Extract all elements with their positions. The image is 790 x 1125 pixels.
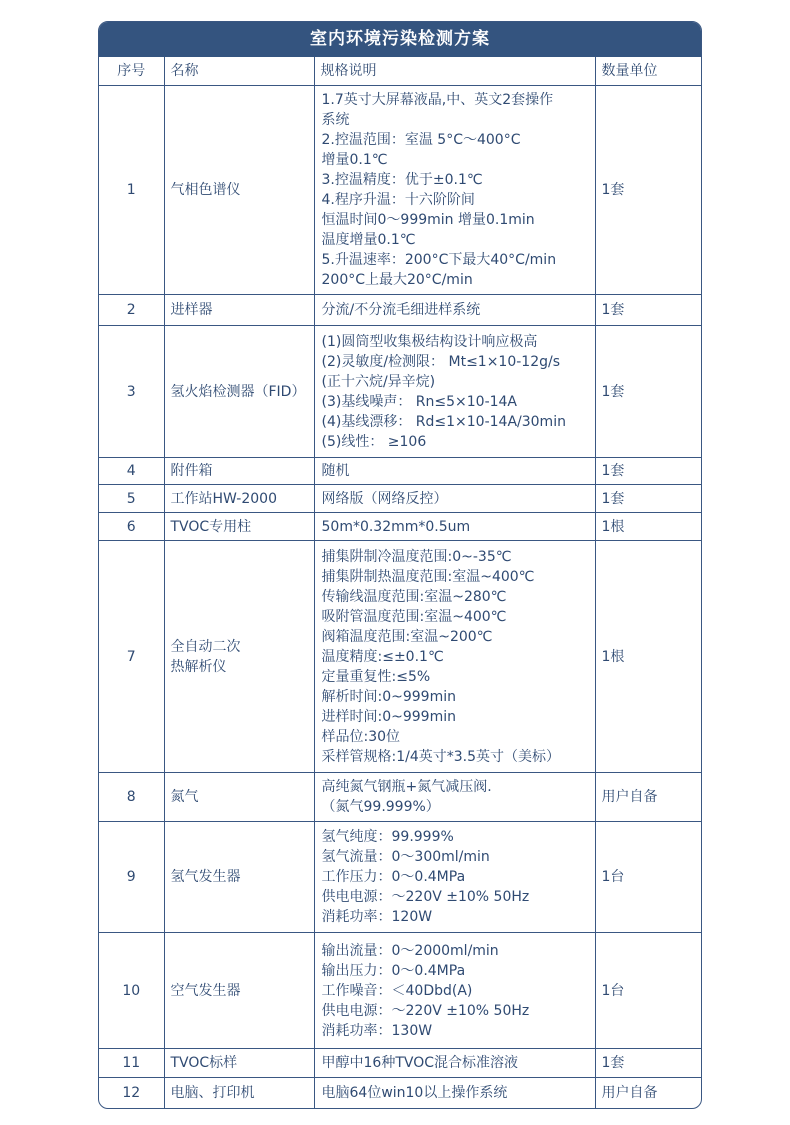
spec-line: 解析时间:0~999min — [321, 688, 456, 705]
item-quantity: 1套 — [595, 326, 702, 458]
item-name — [164, 513, 314, 541]
spec-line: 工作噪音：＜40Dbd(A) — [321, 982, 473, 999]
item-name-line: 热解析仪 — [170, 658, 227, 675]
item-spec — [314, 326, 595, 458]
spec-line: 供电电源：～220V ±10% 50Hz — [321, 889, 530, 905]
row-number: 2 — [99, 295, 164, 326]
item-quantity: 1套 — [595, 1049, 702, 1078]
item-name-line: 进样器 — [170, 302, 213, 318]
table-row — [99, 485, 702, 513]
spec-line: 4.程序升温：十六阶阶间 — [321, 192, 475, 208]
spec-line: 供电电源：～220V ±10% 50Hz — [321, 1002, 530, 1019]
item-quantity: 用户自备 — [595, 1078, 702, 1108]
row-number: 3 — [99, 326, 164, 458]
item-name-line: TVOC专用柱 — [170, 518, 252, 535]
spec-line: 阀箱温度范围:室温~200℃ — [321, 628, 493, 645]
header-spec: 规格说明 — [314, 57, 595, 86]
item-name — [164, 1078, 314, 1108]
item-name-line: 附件箱 — [170, 463, 213, 479]
row-number: 1 — [99, 86, 164, 295]
item-spec — [314, 485, 595, 513]
item-spec — [314, 822, 595, 933]
item-name — [164, 86, 314, 295]
item-name — [164, 822, 314, 933]
spec-line: 捕集阱制热温度范围:室温~400℃ — [321, 568, 535, 585]
spec-line: (3)基线噪声： Rn≤5×10-14A — [321, 393, 518, 410]
spec-line: 进样时间:0~999min — [321, 708, 456, 725]
spec-line: (2)灵敏度/检测限： Mt≤1×10-12g/s — [321, 353, 561, 370]
header-name: 名称 — [164, 57, 314, 86]
item-name — [164, 295, 314, 326]
spec-line: (5)线性： ≥106 — [321, 433, 427, 450]
spec-line: 输出流量：0～2000ml/min — [321, 942, 499, 959]
spec-line: 消耗功率：130W — [321, 1022, 433, 1039]
table-row — [99, 541, 702, 773]
spec-line: 高纯氮气钢瓶+氮气减压阀. — [321, 779, 492, 795]
table-body — [99, 86, 702, 1108]
spec-line: 吸附管温度范围:室温~400℃ — [321, 608, 507, 625]
spec-line: 网络版（网络反控） — [321, 490, 448, 507]
item-quantity: 1台 — [595, 822, 702, 933]
spec-line: 电脑64位win10以上操作系统 — [321, 1084, 508, 1101]
item-name-line: 空气发生器 — [170, 982, 241, 999]
item-spec — [314, 86, 595, 295]
item-quantity: 1套 — [595, 295, 702, 326]
table-row — [99, 773, 702, 822]
spec-line: 氢气流量：0～300ml/min — [321, 849, 490, 865]
spec-line: 系统 — [321, 112, 350, 128]
row-number: 11 — [99, 1049, 164, 1078]
item-quantity: 1套 — [595, 86, 702, 295]
spec-line: 定量重复性:≤5% — [321, 668, 431, 685]
item-quantity: 1根 — [595, 513, 702, 541]
spec-line: 3.控温精度：优于±0.1℃ — [321, 172, 483, 188]
spec-line: (正十六烷/异辛烷) — [321, 373, 436, 390]
row-number: 9 — [99, 822, 164, 933]
spec-line: 200°C上最大20°C/min — [321, 272, 473, 288]
table-row — [99, 933, 702, 1049]
item-spec — [314, 541, 595, 773]
item-name-line: 氮气 — [170, 789, 199, 805]
table-row — [99, 513, 702, 541]
item-spec — [314, 1078, 595, 1108]
header-qty: 数量单位 — [595, 57, 702, 86]
spec-line: 增量0.1℃ — [321, 152, 388, 168]
item-name-line: 氢气发生器 — [170, 869, 241, 885]
table-row — [99, 295, 702, 326]
item-name — [164, 485, 314, 513]
item-quantity: 用户自备 — [595, 773, 702, 822]
spec-line: (4)基线漂移： Rd≤1×10-14A/30min — [321, 413, 566, 430]
item-spec — [314, 933, 595, 1049]
spec-line: 甲醇中16种TVOC混合标准溶液 — [321, 1055, 518, 1071]
table-row — [99, 822, 702, 933]
item-name — [164, 773, 314, 822]
spec-line: 传输线温度范围:室温~280℃ — [321, 588, 507, 605]
spec-line: 捕集阱制冷温度范围:0~-35℃ — [321, 548, 512, 565]
spec-line: 2.控温范围：室温 5°C～400°C — [321, 132, 521, 148]
item-name-line: 氢火焰检测器（FID） — [170, 383, 306, 400]
row-number: 8 — [99, 773, 164, 822]
item-name-line: 工作站HW-2000 — [170, 490, 277, 507]
item-spec — [314, 295, 595, 326]
spec-line: 50m*0.32mm*0.5um — [321, 518, 471, 535]
item-spec — [314, 458, 595, 485]
spec-line: 随机 — [321, 463, 350, 479]
spec-line: 消耗功率：120W — [321, 909, 433, 925]
spec-line: 温度增量0.1℃ — [321, 232, 416, 248]
plan-table-card — [98, 21, 702, 1109]
spec-line: 采样管规格:1/4英寸*3.5英寸（美标） — [321, 748, 561, 765]
item-name — [164, 458, 314, 485]
item-quantity: 1套 — [595, 458, 702, 485]
row-number: 12 — [99, 1078, 164, 1108]
spec-line: (1)圆筒型收集极结构设计响应极高 — [321, 333, 538, 350]
header-no: 序号 — [99, 57, 164, 86]
item-name-line: 电脑、打印机 — [170, 1084, 255, 1101]
spec-line: 输出压力：0～0.4MPa — [321, 962, 466, 979]
item-name — [164, 541, 314, 773]
spec-line: 5.升温速率：200°C下最大40°C/min — [321, 252, 557, 268]
equipment-table — [99, 57, 702, 1108]
item-quantity: 1台 — [595, 933, 702, 1049]
row-number: 7 — [99, 541, 164, 773]
item-name-line: 气相色谱仪 — [170, 182, 241, 198]
spec-line: 温度精度:≤±0.1℃ — [321, 648, 444, 665]
row-number: 5 — [99, 485, 164, 513]
item-name — [164, 933, 314, 1049]
item-spec — [314, 1049, 595, 1078]
row-number: 10 — [99, 933, 164, 1049]
spec-line: 分流/不分流毛细进样系统 — [321, 302, 481, 318]
table-row — [99, 1049, 702, 1078]
item-name — [164, 326, 314, 458]
spec-line: 恒温时间0～999min 增量0.1min — [321, 212, 535, 228]
spec-line: 氢气纯度：99.999% — [321, 829, 454, 845]
item-name — [164, 1049, 314, 1078]
table-row — [99, 86, 702, 295]
spec-line: 1.7英寸大屏幕液晶,中、英文2套操作 — [321, 92, 554, 108]
item-name-line: 全自动二次 — [170, 638, 241, 655]
table-row — [99, 458, 702, 485]
item-quantity: 1套 — [595, 485, 702, 513]
spec-line: 样品位:30位 — [321, 728, 401, 745]
item-name-line: TVOC标样 — [170, 1055, 238, 1071]
row-number: 4 — [99, 458, 164, 485]
item-spec — [314, 513, 595, 541]
item-quantity: 1根 — [595, 541, 702, 773]
table-row — [99, 1078, 702, 1108]
table-title: 室内环境污染检测方案 — [99, 22, 701, 57]
spec-line: 工作压力：0～0.4MPa — [321, 869, 466, 885]
row-number: 6 — [99, 513, 164, 541]
table-row — [99, 326, 702, 458]
item-spec — [314, 773, 595, 822]
header-row — [99, 57, 702, 86]
spec-line: （氮气99.999%） — [321, 799, 440, 815]
